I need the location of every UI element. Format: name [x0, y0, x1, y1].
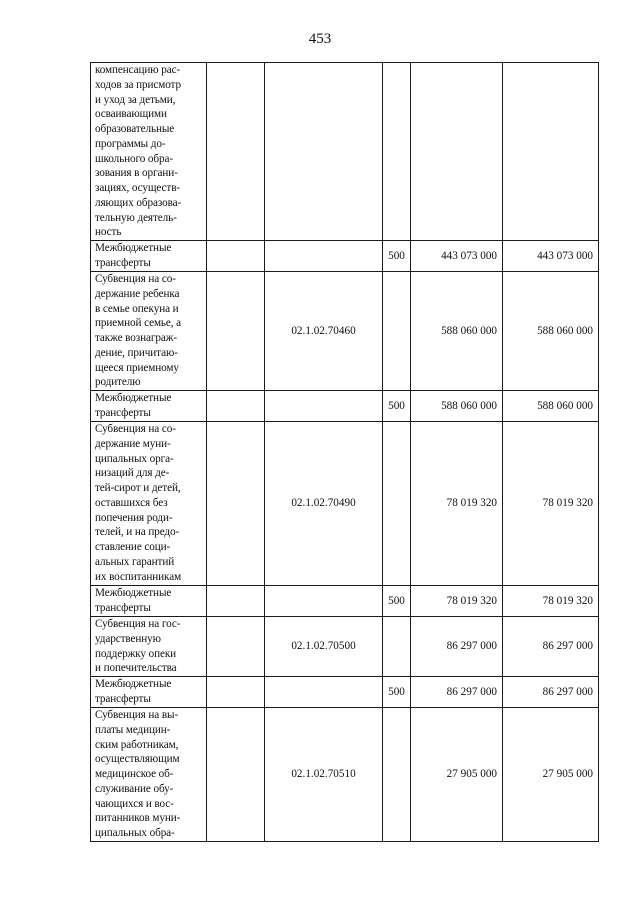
amount-year-1: 86 297 000 [411, 677, 503, 708]
row-description: Межбюджетные трансферты [91, 241, 207, 272]
amount-year-1: 588 060 000 [411, 391, 503, 422]
target-article-code: 02.1.02.70510 [265, 708, 383, 842]
expense-type [383, 272, 411, 391]
expense-type: 500 [383, 241, 411, 272]
amount-year-1: 27 905 000 [411, 708, 503, 842]
page-number: 453 [308, 31, 332, 47]
target-article-code: 02.1.02.70500 [265, 617, 383, 677]
empty-cell [207, 272, 265, 391]
amount-year-2: 27 905 000 [503, 708, 599, 842]
table-row [91, 272, 599, 391]
table-row [91, 63, 599, 241]
table-row [91, 708, 599, 842]
row-description: Межбюджетные трансферты [91, 391, 207, 422]
amount-year-2: 443 073 000 [503, 241, 599, 272]
target-article-code [265, 391, 383, 422]
target-article-code [265, 241, 383, 272]
amount-year-2: 588 060 000 [503, 391, 599, 422]
amount-year-1 [411, 63, 503, 241]
amount-year-2: 588 060 000 [503, 272, 599, 391]
amount-year-1: 86 297 000 [411, 617, 503, 677]
expense-type [383, 422, 411, 586]
target-article-code: 02.1.02.70490 [265, 422, 383, 586]
amount-year-2: 86 297 000 [503, 617, 599, 677]
target-article-code [265, 586, 383, 617]
row-description: Субвенция на вы- платы медицин- ским работникам, осуществляющим медицинское об- служивание обу- чающихся и вос- питанников муни- ципальных обра- [91, 708, 207, 842]
amount-year-2: 78 019 320 [503, 586, 599, 617]
amount-year-1: 588 060 000 [411, 272, 503, 391]
amount-year-2 [503, 63, 599, 241]
empty-cell [207, 708, 265, 842]
empty-cell [207, 422, 265, 586]
amount-year-2: 86 297 000 [503, 677, 599, 708]
expense-type: 500 [383, 677, 411, 708]
amount-year-1: 78 019 320 [411, 586, 503, 617]
row-description: Субвенция на со- держание ребенка в семье опекуна и приемной семье, а также вознаграж- дение, причитаю- щееся приемному родителю [91, 272, 207, 391]
table-row [91, 586, 599, 617]
amount-year-1: 78 019 320 [411, 422, 503, 586]
row-description: компенсацию рас- ходов за присмотр и уход за детьми, осваивающими образовательные программы до- школьного обра- зования в органи- зациях, осуществ- ляющих образова- тельную деятель- ность [91, 63, 207, 241]
row-description: Субвенция на гос- ударственную поддержку опеки и попечительства [91, 617, 207, 677]
empty-cell [207, 241, 265, 272]
empty-cell [207, 63, 265, 241]
budget-table [90, 62, 599, 842]
row-description: Межбюджетные трансферты [91, 677, 207, 708]
table-row [91, 391, 599, 422]
table-row [91, 241, 599, 272]
table-row [91, 677, 599, 708]
amount-year-1: 443 073 000 [411, 241, 503, 272]
expense-type: 500 [383, 586, 411, 617]
amount-year-2: 78 019 320 [503, 422, 599, 586]
empty-cell [207, 391, 265, 422]
table-row [91, 617, 599, 677]
expense-type [383, 617, 411, 677]
target-article-code: 02.1.02.70460 [265, 272, 383, 391]
expense-type [383, 708, 411, 842]
target-article-code [265, 677, 383, 708]
expense-type: 500 [383, 391, 411, 422]
expense-type [383, 63, 411, 241]
row-description: Межбюджетные трансферты [91, 586, 207, 617]
table-row [91, 422, 599, 586]
row-description: Субвенция на со- держание муни- ципальных орга- низаций для де- тей-сирот и детей, оставшихся без попечения роди- телей, и на предо- ставление соци- альных гарантий их воспитанникам [91, 422, 207, 586]
empty-cell [207, 617, 265, 677]
empty-cell [207, 586, 265, 617]
target-article-code [265, 63, 383, 241]
empty-cell [207, 677, 265, 708]
